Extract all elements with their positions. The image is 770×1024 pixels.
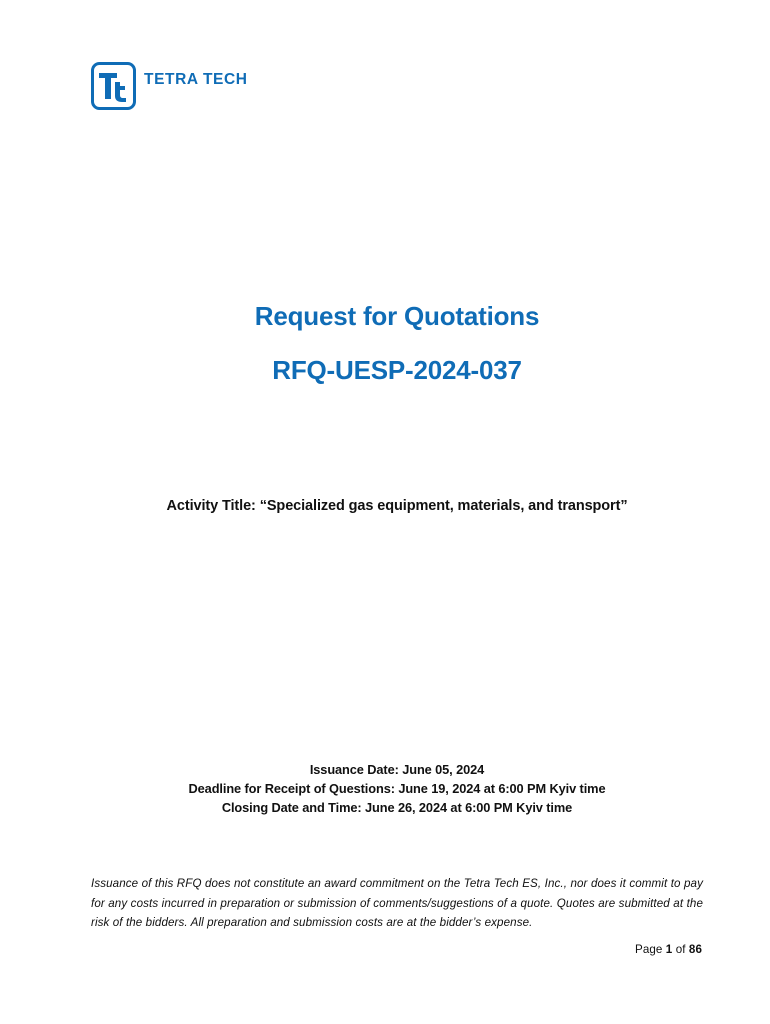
activity-title: Activity Title: “Specialized gas equipment, materials, and transport” bbox=[166, 498, 628, 514]
closing-date: Closing Date and Time: June 26, 2024 at 6:00 PM Kyiv time bbox=[221, 800, 573, 815]
disclaimer-text: Issuance of this RFQ does not constitute an award commitment on the Tetra Tech ES, Inc., nor does it commit to pay for any costs incurred in preparation or submission of comments/suggestions of a quote. Quotes are submitted at the risk of the bidders. All preparation and submission costs are at the bidder’s expense. bbox=[91, 877, 703, 929]
document-title: Request for Quotations bbox=[254, 301, 540, 331]
of-label: of bbox=[675, 943, 686, 956]
page-label: Page bbox=[634, 943, 663, 956]
questions-deadline: Deadline for Receipt of Questions: June 19, 2024 at 6:00 PM Kyiv time bbox=[188, 781, 606, 796]
company-logo bbox=[91, 62, 248, 110]
page-number bbox=[635, 943, 702, 956]
company-name: TETRA TECH bbox=[144, 71, 248, 88]
rfq-number: RFQ-UESP-2024-037 bbox=[272, 355, 522, 385]
key-dates bbox=[0, 760, 770, 817]
total-pages: 86 bbox=[688, 943, 702, 956]
issuance-date: Issuance Date: June 05, 2024 bbox=[309, 762, 485, 777]
current-page: 1 bbox=[665, 943, 673, 956]
tetra-tech-tt-logo-icon bbox=[91, 62, 136, 110]
